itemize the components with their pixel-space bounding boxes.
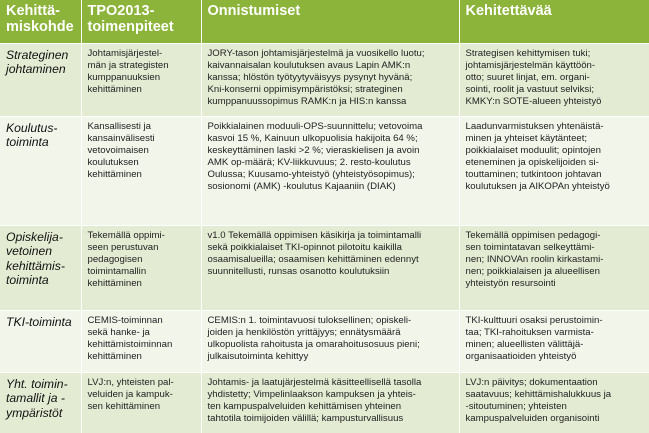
table-row <box>0 372 649 433</box>
development-area-cell: Koulutus- toiminta <box>0 116 81 225</box>
successes-cell: v1.0 Tekemällä oppimisen käsikirja ja toimintamalli sekä poikkialaiset TKI-opinnot pilotoitu kaikilla osaamisalueilla; osaamisen kehittäminen edennyt suunnitellusti, runsas osanotto koulutuksiin <box>201 225 459 310</box>
header-to-improve: Kehitettävää <box>459 0 649 43</box>
successes-cell: Poikkialainen moduuli-OPS-suunnittelu; vetovoima kasvoi 15 %, Kainuun ulkopuolisia hakijoita 64 %; keskeyttäminen laski >2 %; vieraskielisen ja avoin AMK op-määrä; KV-liikkuvuus; 2. resto-koulutus Oulussa; Kuusamo-yhteistyö (yhteistyösopimus); sosionomi (AMK) -koulutus Kajaaniin (DIAK) <box>201 116 459 225</box>
development-area-cell: Yht. toimin- tamallit ja - ympäristöt <box>0 372 81 433</box>
table-row <box>0 225 649 310</box>
development-area-cell: Strateginen johtaminen <box>0 43 81 116</box>
header-actions: TPO2013- toimenpiteet <box>81 0 201 43</box>
header-successes: Onnistumiset <box>201 0 459 43</box>
table-row <box>0 116 649 225</box>
successes-cell: JORY-tason johtamisjärjestelmä ja vuosikello luotu; kaivannaisalan koulutuksen avaus Lapin AMK:n kanssa; hlöstön työtyytyväisyys pysynyt hyvänä; Kni-konserni oppimisympäristöksi; strateginen kumppanuussopimus RAMK:n ja HIS:n kanssa <box>201 43 459 116</box>
to-improve-cell: Strategisen kehittymisen tuki; johtamisjärjestelmän käyttöön- otto; suuret linjat, em. organi- sointi, roolit ja vastuut selviksi; KMKY:n SOTE-alueen yhteistyö <box>459 43 649 116</box>
successes-cell: CEMIS:n 1. toimintavuosi tuloksellinen; opiskeli- joiden ja henkilöstön yrittäjyys; ennätysmäärä ulkopuolista rahoitusta ja omarahoitusosuus pieni; julkaisutoiminta kehittyy <box>201 310 459 372</box>
actions-cell: LVJ:n, yhteisten pal- veluiden ja kampuk- sen kehittäminen <box>81 372 201 433</box>
actions-cell: CEMIS-toiminnan sekä hanke- ja kehittämistoiminnan kehittäminen <box>81 310 201 372</box>
to-improve-cell: Tekemällä oppimisen pedagogi- sen toimintatavan selkeyttämi- nen; INNOVAn roolin kirkastami- nen; poikkialaisen ja alueellisen yhteistyön resursointi <box>459 225 649 310</box>
header-row <box>0 0 649 43</box>
to-improve-cell: Laadunvarmistuksen yhtenäistä- minen ja yhteiset käytänteet; poikkialaiset moduulit; opintojen eteneminen ja opiskelijoiden si- touttaminen; tutkintoon johtavan koulutuksen ja AIKOPAn yhteistyö <box>459 116 649 225</box>
to-improve-cell: TKI-kulttuuri osaksi perustoimin- taa; TKI-rahoituksen varmista- minen; alueellisten välittäjä- organisaatioiden yhteistyö <box>459 310 649 372</box>
table-row <box>0 43 649 116</box>
actions-cell: Tekemällä oppimi- seen perustuvan pedagogisen toimintamallin kehittäminen <box>81 225 201 310</box>
table-row <box>0 310 649 372</box>
to-improve-cell: LVJ:n päivitys; dokumentaation saatavuus; kehittämishalukkuus ja -sitoutuminen; yhteisten kampuspalveluiden organisointi <box>459 372 649 433</box>
development-area-cell: TKI-toiminta <box>0 310 81 372</box>
development-area-cell: Opiskelija- vetoinen kehittämis- toiminta <box>0 225 81 310</box>
successes-cell: Johtamis- ja laatujärjestelmä käsitteellisellä tasolla yhdistetty; Vimpelinlaakson kampuksen ja yhteis- ten kampuspalveluiden kehittämisen yhteinen tahtotila toimijoiden välillä; kampusturvallisuus <box>201 372 459 433</box>
actions-cell: Johtamisjärjestel- män ja strategisten kumppanuuksien kehittäminen <box>81 43 201 116</box>
header-development-area: Kehittä- miskohde <box>0 0 81 43</box>
actions-cell: Kansallisesti ja kansainvälisesti vetovoimaisen koulutuksen kehittäminen <box>81 116 201 225</box>
